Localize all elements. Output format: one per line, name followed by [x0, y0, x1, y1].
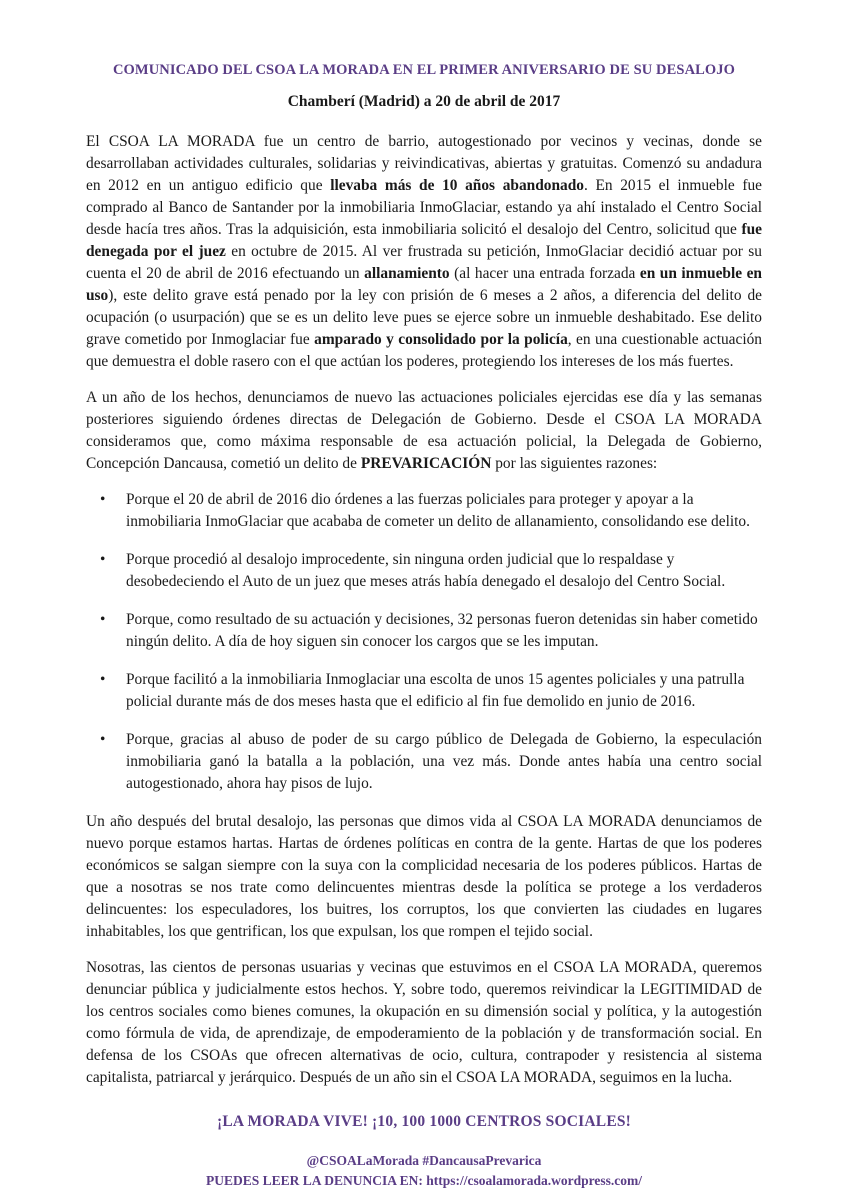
p1-text: , en una cuestionable actuación que demuestra el doble rasero con el que actúan los poderes, protegiendo los intereses de los más fuertes.	[86, 331, 762, 370]
p1-bold: allanamiento	[364, 265, 450, 282]
list-item	[86, 489, 762, 533]
p1-text: El CSOA LA MORADA fue un centro de barrio, autogestionado por vecinos y vecinas, donde se desarrollaban actividades culturales, solidarias y reivindicativas, abiertas y gratuitas. Comenzó su andadura en 2012 en un antiguo edificio que	[86, 133, 762, 194]
p2-text: por las siguientes razones:	[491, 455, 658, 472]
bullet-icon: •	[100, 611, 106, 628]
paragraph-1	[86, 131, 762, 373]
p1-bold: fue denegada por el juez	[86, 221, 762, 260]
reason-text: Porque facilitó a la inmobiliaria Inmoglaciar una escolta de unos 15 agentes policiales y una patrulla policial durante más de dos meses hasta que el edificio al fin fue demolido en junio de 2016.	[126, 671, 745, 710]
list-item	[86, 729, 762, 795]
bullet-icon: •	[100, 731, 106, 748]
p1-text: ), este delito grave está penado por la ley con prisión de 6 meses a 2 años, a diferencia del delito de ocupación (o usurpación) que se es un delito leve pues se ejerce sobre un inmueble deshabitado. Ese delito grave cometido por Inmoglaciar fue	[86, 287, 762, 348]
denuncia-link-line: PUEDES LEER LA DENUNCIA EN: https://csoalamorada.wordpress.com/	[206, 1173, 642, 1188]
list-item	[86, 669, 762, 713]
p1-text: en octubre de 2015. Al ver frustrada su petición, InmoGlaciar decidió actuar por su cuenta el 20 de abril de 2016 efectuando un	[86, 243, 762, 282]
social-handles: @CSOALaMorada #DancausaPrevarica	[306, 1153, 542, 1168]
reasons-list	[86, 489, 762, 795]
document-title: COMUNICADO DEL CSOA LA MORADA EN EL PRIMER ANIVERSARIO DE SU DESALOJO	[112, 62, 736, 78]
bullet-icon: •	[100, 671, 106, 688]
paragraph-3: Un año después del brutal desalojo, las personas que dimos vida al CSOA LA MORADA denunciamos de nuevo porque estamos hartas. Hartas de órdenes políticas en contra de la gente. Hartas de que los poderes económicos se salgan siempre con la suya con la complicidad necesaria de los poderes públicos. Hartas de que a nosotras se nos trate como delincuentes mientras desde la política se protege a los verdaderos delincuentes: los especuladores, los buitres, los corruptos, los que convierten las ciudades en lugares inhabitables, los que gentrifican, los que expulsan, los que rompen el tejido social.	[86, 813, 762, 940]
p2-bold: PREVARICACIÓN	[360, 455, 492, 472]
p1-text: . En 2015 el inmueble fue comprado al Banco de Santander por la inmobiliaria InmoGlaciar, estando ya ahí instalado el Centro Social desde hacía tres años. Tras la adquisición, esta inmobiliaria solicitó el desalojo del Centro, solicitud que	[86, 177, 762, 238]
p1-bold: llevaba más de 10 años abandonado	[330, 177, 584, 194]
p1-bold: amparado y consolidado por la policía	[314, 331, 568, 348]
reason-text: Porque el 20 de abril de 2016 dio órdenes a las fuerzas policiales para proteger y apoyar a la inmobiliaria InmoGlaciar que acababa de cometer un delito de allanamiento, consolidando ese delito.	[126, 491, 750, 530]
bullet-icon: •	[100, 551, 106, 568]
place-date: Chamberí (Madrid) a 20 de abril de 2017	[287, 93, 561, 110]
bullet-icon: •	[100, 491, 106, 508]
slogan: ¡LA MORADA VIVE! ¡10, 100 1000 CENTROS SOCIALES!	[216, 1113, 632, 1130]
paragraph-4: Nosotras, las cientos de personas usuarias y vecinas que estuvimos en el CSOA LA MORADA, queremos denunciar pública y judicialmente estos hechos. Y, sobre todo, queremos reivindicar la LEGITIMIDAD de los centros sociales como bienes comunes, la okupación en su dimensión social y política, y la autogestión como fórmula de vida, de aprendizaje, de empoderamiento de la población y de transformación social. En defensa de los CSOAs que ofrecen alternativas de ocio, cultura, contrapoder y resistencia al sistema capitalista, patriarcal y jerárquico. Después de un año sin el CSOA LA MORADA, seguimos en la lucha.	[86, 959, 762, 1086]
reason-text: Porque, como resultado de su actuación y decisiones, 32 personas fueron detenidas sin haber cometido ningún delito. A día de hoy siguen sin conocer los cargos que se les imputan.	[126, 611, 758, 650]
p1-text: (al hacer una entrada forzada	[449, 265, 640, 282]
p1-bold: en un inmueble en uso	[86, 265, 762, 304]
p2-text: A un año de los hechos, denunciamos de nuevo las actuaciones policiales ejercidas ese día y las semanas posteriores siguiendo órdenes directas de Delegación de Gobierno. Desde el CSOA LA MORADA consideramos que, como máxima responsable de esa actuación policial, la Delegada de Gobierno, Concepción Dancausa, cometió un delito de	[86, 389, 762, 472]
reason-text: Porque, gracias al abuso de poder de su cargo público de Delegada de Gobierno, la especulación inmobiliaria ganó la batalla a la población, una vez más. Donde antes había una centro social autogestionado, ahora hay pisos de lujo.	[126, 731, 762, 792]
reason-text: Porque procedió al desalojo improcedente, sin ninguna orden judicial que lo respaldase y desobedeciendo el Auto de un juez que meses atrás había denegado el desalojo del Centro Social.	[126, 551, 726, 590]
paragraph-2	[86, 387, 762, 475]
footer	[86, 1151, 762, 1191]
list-item	[86, 549, 762, 593]
list-item	[86, 609, 762, 653]
